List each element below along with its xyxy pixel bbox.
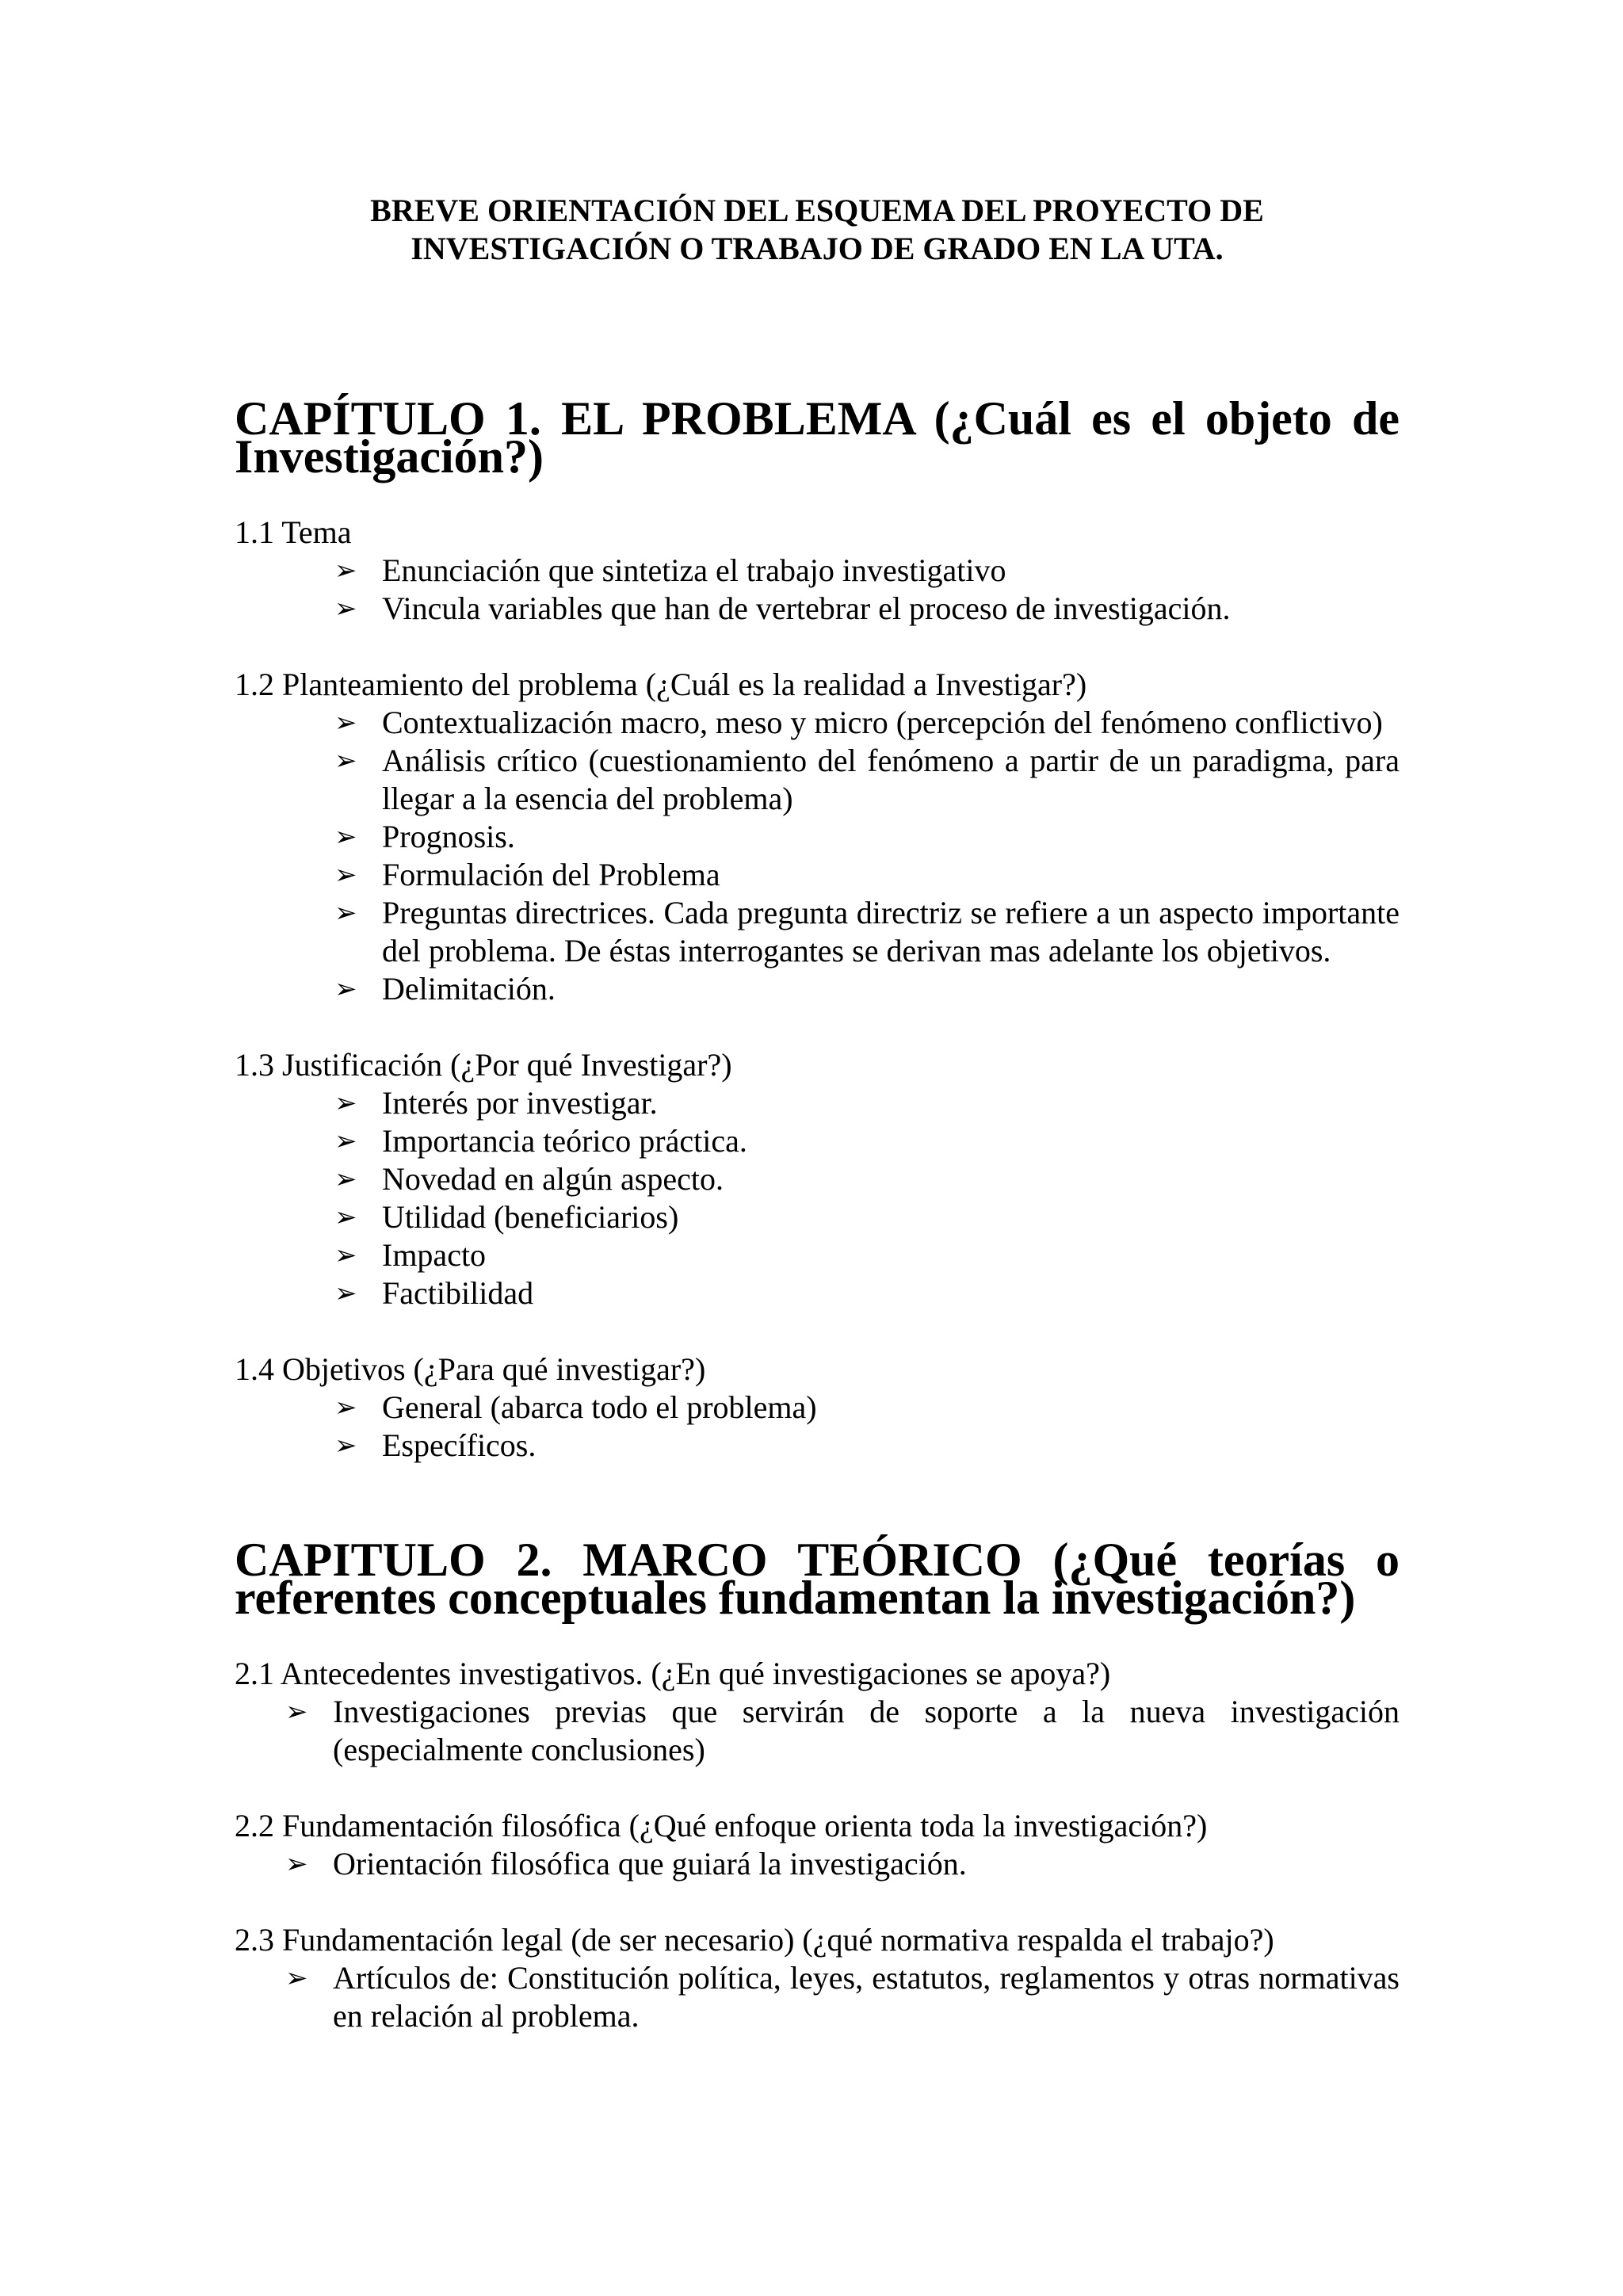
arrowhead-bullet-icon: ➢: [334, 1201, 357, 1233]
list-item: ➢ Análisis crítico (cuestionamiento del fenómeno a partir de un paradigma, para llegar a la esencia del problema): [334, 743, 1400, 816]
chapter-2-heading: CAPITULO 2. MARCO TEÓRICO (¿Qué teorías o referentes conceptuales fundamentan la investigación?): [235, 1534, 1400, 1624]
arrowhead-bullet-icon: ➢: [334, 745, 357, 777]
arrowhead-bullet-icon: ➢: [334, 973, 357, 1005]
list-item: ➢ Delimitación.: [334, 971, 556, 1007]
arrowhead-bullet-icon: ➢: [334, 1163, 357, 1195]
list-item: ➢ Investigaciones previas que servirán de soporte a la nueva investigación (especialmente conclusiones): [285, 1694, 1400, 1767]
section-1-2-list: [235, 704, 1400, 1008]
section-2-1-heading: 2.1 Antecedentes investigativos. (¿En qué investigaciones se apoya?): [235, 1656, 1111, 1691]
arrowhead-bullet-icon: ➢: [334, 1240, 357, 1271]
arrowhead-bullet-icon: ➢: [334, 1125, 357, 1157]
arrowhead-bullet-icon: ➢: [334, 1392, 357, 1423]
list-item: ➢ Artículos de: Constitución política, leyes, estatutos, reglamentos y otras normativas en relación al problema.: [285, 1960, 1400, 2034]
list-item: ➢ Factibilidad: [334, 1275, 534, 1311]
arrowhead-bullet-icon: ➢: [285, 1696, 308, 1728]
section-1-4-list: [235, 1389, 1400, 1465]
section-2-3-list: [235, 1959, 1400, 2035]
section-1-2-heading: 1.2 Planteamiento del problema (¿Cuál es la realidad a Investigar?): [235, 667, 1087, 702]
section-1-4-heading: 1.4 Objetivos (¿Para qué investigar?): [235, 1351, 706, 1387]
document-title: [235, 192, 1400, 268]
section-2-2-list: [235, 1845, 1400, 1883]
arrowhead-bullet-icon: ➢: [285, 1962, 308, 1994]
list-item: ➢ Contextualización macro, meso y micro (percepción del fenómeno conflictivo): [334, 705, 1383, 740]
list-item: ➢ Importancia teórico práctica.: [334, 1123, 747, 1159]
section-2-3-heading: 2.3 Fundamentación legal (de ser necesario) (¿qué normativa respalda el trabajo?): [235, 1922, 1274, 1958]
section-1-1-heading: 1.1 Tema: [235, 514, 352, 550]
section-2-1-list: [235, 1693, 1400, 1769]
arrowhead-bullet-icon: ➢: [334, 859, 357, 891]
arrowhead-bullet-icon: ➢: [334, 897, 357, 929]
section-2-2-heading: 2.2 Fundamentación filosófica (¿Qué enfoque orienta toda la investigación?): [235, 1808, 1208, 1843]
arrowhead-bullet-icon: ➢: [285, 1848, 308, 1880]
list-item: ➢ Preguntas directrices. Cada pregunta directriz se refiere a un aspecto importante del problema. De éstas interrogantes se derivan mas adelante los objetivos.: [334, 895, 1400, 968]
arrowhead-bullet-icon: ➢: [334, 1430, 357, 1461]
section-1-3-heading: 1.3 Justificación (¿Por qué Investigar?): [235, 1047, 732, 1083]
arrowhead-bullet-icon: ➢: [334, 555, 357, 586]
list-item: ➢ Formulación del Problema: [334, 857, 720, 892]
arrowhead-bullet-icon: ➢: [334, 1278, 357, 1309]
list-item: ➢ Vincula variables que han de vertebrar el proceso de investigación.: [334, 590, 1231, 626]
arrowhead-bullet-icon: ➢: [334, 821, 357, 853]
list-item: ➢ Orientación filosófica que guiará la investigación.: [285, 1846, 967, 1881]
list-item: ➢ General (abarca todo el problema): [334, 1389, 817, 1425]
section-1-3-list: [235, 1084, 1400, 1312]
document-title-line-1: BREVE ORIENTACIÓN DEL ESQUEMA DEL PROYECTO DE: [370, 193, 1264, 228]
section-1-1-list: [235, 552, 1400, 628]
list-item: ➢ Prognosis.: [334, 819, 515, 854]
document-page: [235, 192, 1400, 2035]
document-title-line-2: INVESTIGACIÓN O TRABAJO DE GRADO EN LA UTA.: [411, 231, 1224, 266]
arrowhead-bullet-icon: ➢: [334, 1087, 357, 1119]
arrowhead-bullet-icon: ➢: [334, 593, 357, 625]
list-item: ➢ Interés por investigar.: [334, 1085, 658, 1121]
chapter-1-heading: CAPÍTULO 1. EL PROBLEMA (¿Cuál es el objeto de Investigación?): [235, 392, 1400, 483]
arrowhead-bullet-icon: ➢: [334, 707, 357, 739]
list-item: ➢ Específicos.: [334, 1427, 537, 1463]
list-item: ➢ Utilidad (beneficiarios): [334, 1199, 679, 1235]
list-item: ➢ Impacto: [334, 1237, 487, 1273]
list-item: ➢ Novedad en algún aspecto.: [334, 1161, 724, 1197]
list-item: ➢ Enunciación que sintetiza el trabajo investigativo: [334, 552, 1006, 588]
